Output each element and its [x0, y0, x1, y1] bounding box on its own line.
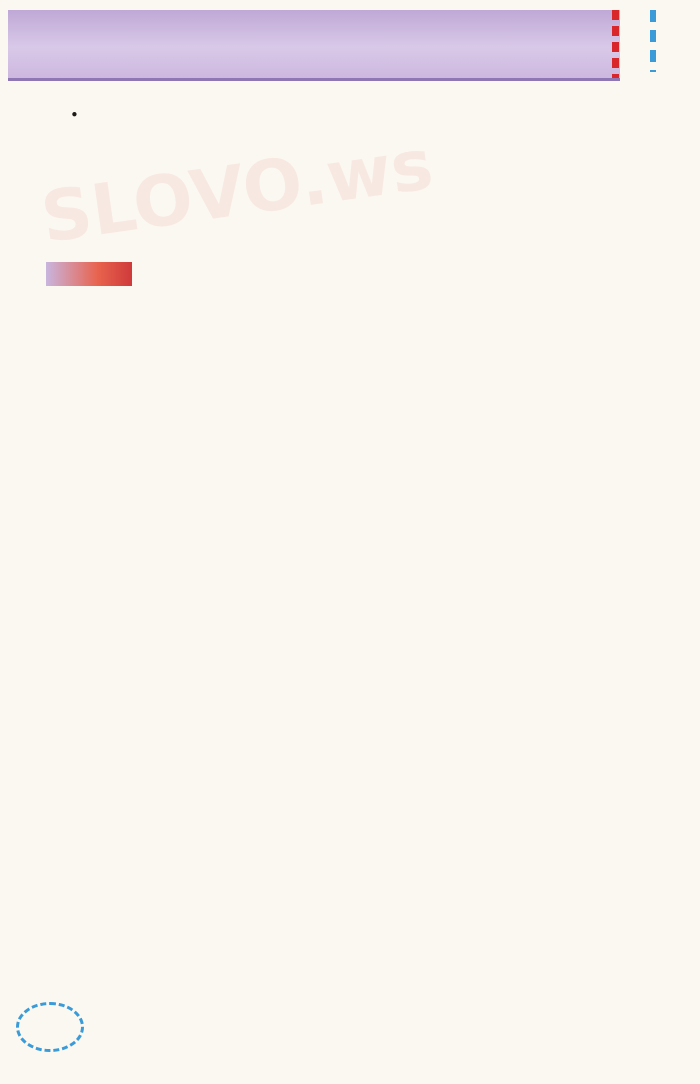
bullet-dot: •: [70, 106, 79, 124]
faint-watermark: SLOVO.ws: [36, 122, 438, 260]
chapter-header: [8, 10, 620, 81]
section-number: [46, 262, 132, 286]
page-number-ring: [16, 1002, 84, 1052]
header-red-dashes: [612, 10, 619, 78]
header-blue-dashes: [650, 10, 656, 72]
